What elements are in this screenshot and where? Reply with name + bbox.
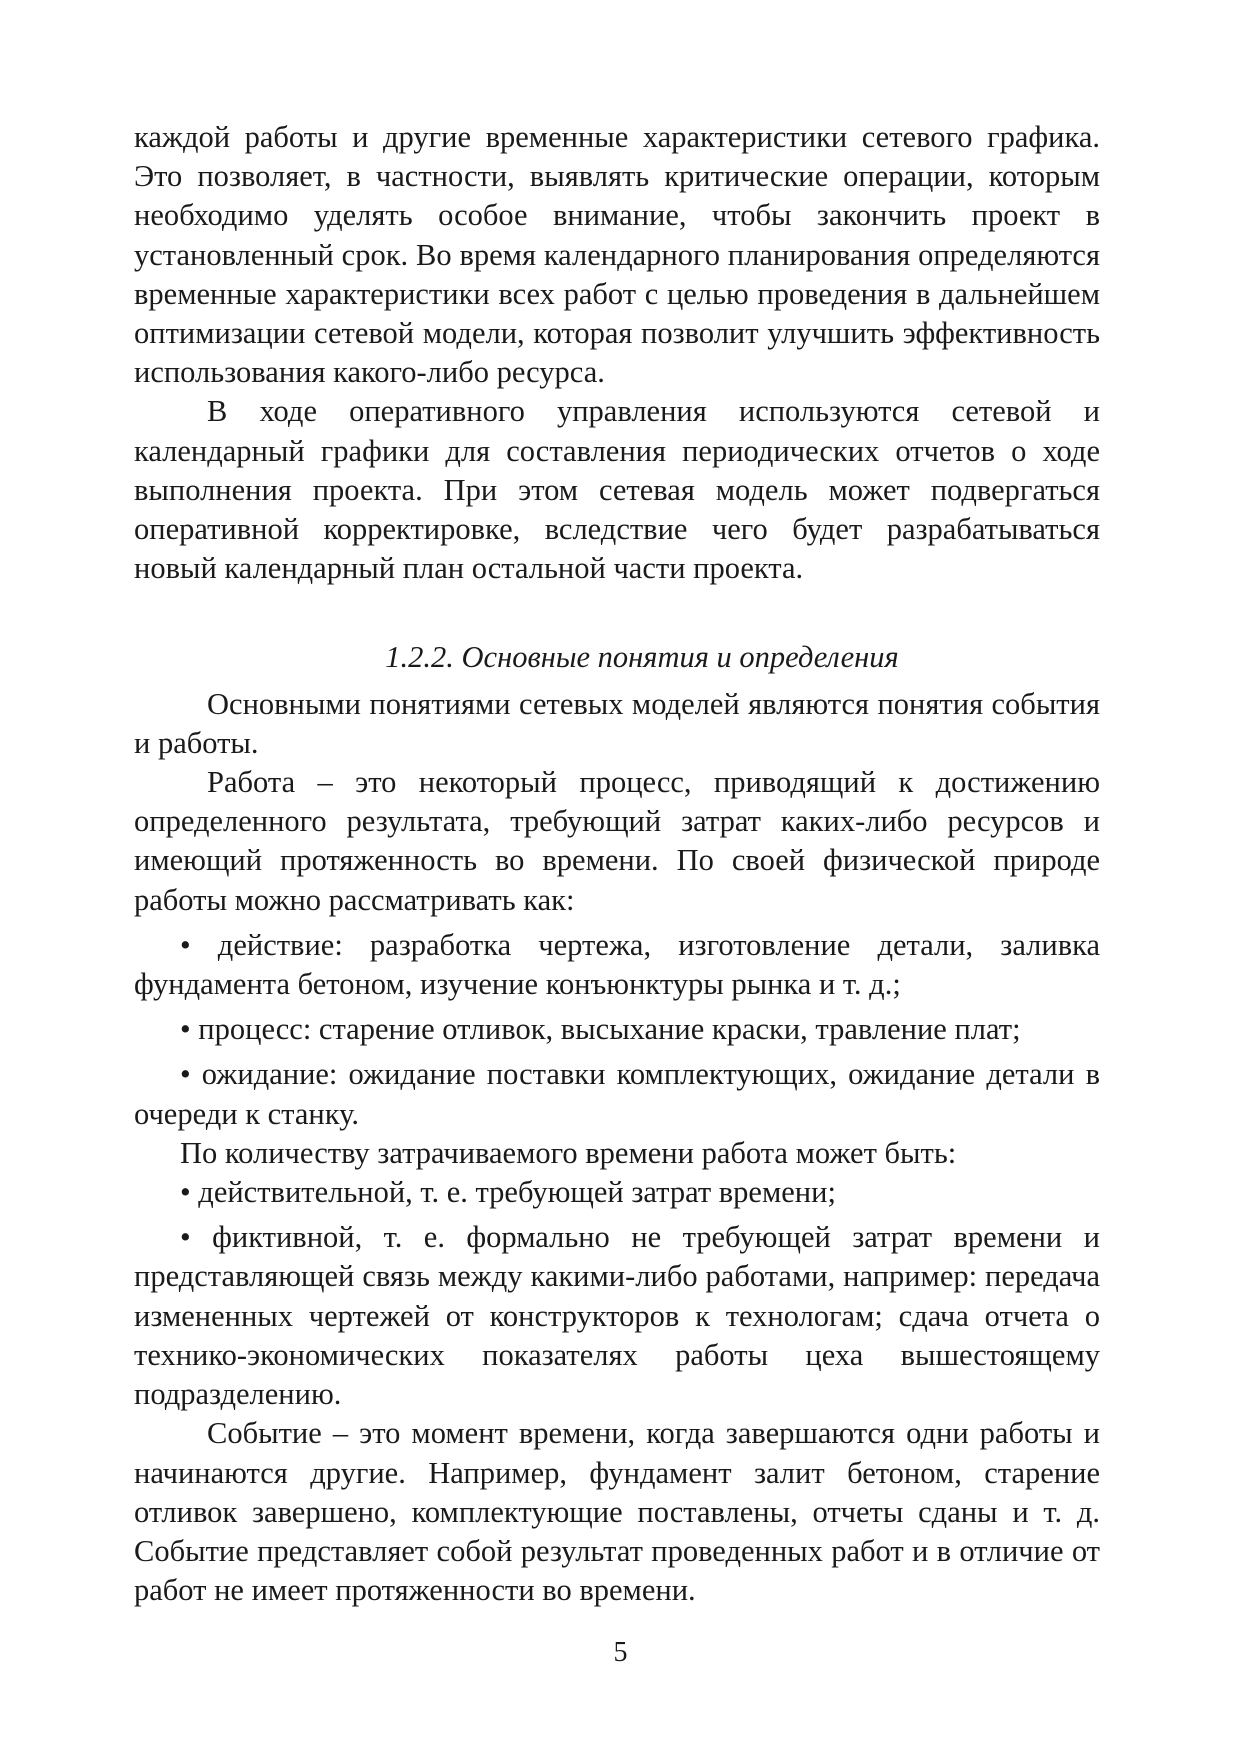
paragraph-time-types: По количеству затрачиваемого времени работа может быть: xyxy=(180,1135,957,1170)
bullet-real-work: • действительной, т. е. требующей затрат времени; xyxy=(180,1175,836,1210)
paragraph-work-definition: Работа – это некоторый процесс, приводящий к достижению определенного результата, требующий затрат каких-либо ресурсов и имеющий протяженность во времени. По своей физической природе работы можно рассматривать как: xyxy=(134,765,1100,917)
page-number: 5 xyxy=(613,1637,628,1668)
bullet-waiting: • ожидание: ожидание поставки комплектующих, ожидание детали в очереди к станку. xyxy=(134,1057,1100,1131)
paragraph-continuation: каждой работы и другие временные характеристики сетевого графика. Это позволяет, в частности, выявлять критические операции, которым необходимо уделять особое внимание, чтобы закончить проект в установленный срок. Во время календарного планирования определяются временные характеристики всех работ с целью проведения в дальнейшем оптимизации сетевой модели, которая позволит улучшить эффективность использования какого-либо ресурса. xyxy=(134,120,1100,390)
paragraph-event-definition: Событие – это момент времени, когда завершаются одни работы и начинаются другие. Например, фундамент залит бетоном, старение отливок завершено, комплектующие поставлены, отчеты сданы и т. д. Событие представляет собой результат проведенных работ и в отличие от работ не имеет протяженности во времени. xyxy=(134,1416,1100,1608)
page-body xyxy=(134,118,1100,1610)
section-heading: 1.2.2. Основные понятия и определения xyxy=(385,640,899,675)
bullet-action: • действие: разработка чертежа, изготовление детали, заливка фундамента бетоном, изучение конъюнктуры рынка и т. д.; xyxy=(134,927,1100,1002)
paragraph-basic-concepts: Основными понятиями сетевых моделей являются понятия события и работы. xyxy=(134,686,1100,760)
bullet-fictitious-work: • фиктивной, т. е. формально не требующей затрат времени и представляющей связь между какими-либо работами, например: передача измененных чертежей от конструкторов к технологам; сдача отчета о технико-экономических показателях работы цеха вышестоящему подразделению. xyxy=(134,1220,1100,1412)
paragraph-operational-management: В ходе оперативного управления используются сетевой и календарный графики для составления периодических отчетов о ходе выполнения проекта. При этом сетевая модель может подвергаться оперативной корректировке, вследствие чего будет разрабатываться новый календарный план остальной части проекта. xyxy=(134,394,1100,586)
bullet-process: • процесс: старение отливок, высыхание краски, травление плат; xyxy=(180,1012,1021,1047)
